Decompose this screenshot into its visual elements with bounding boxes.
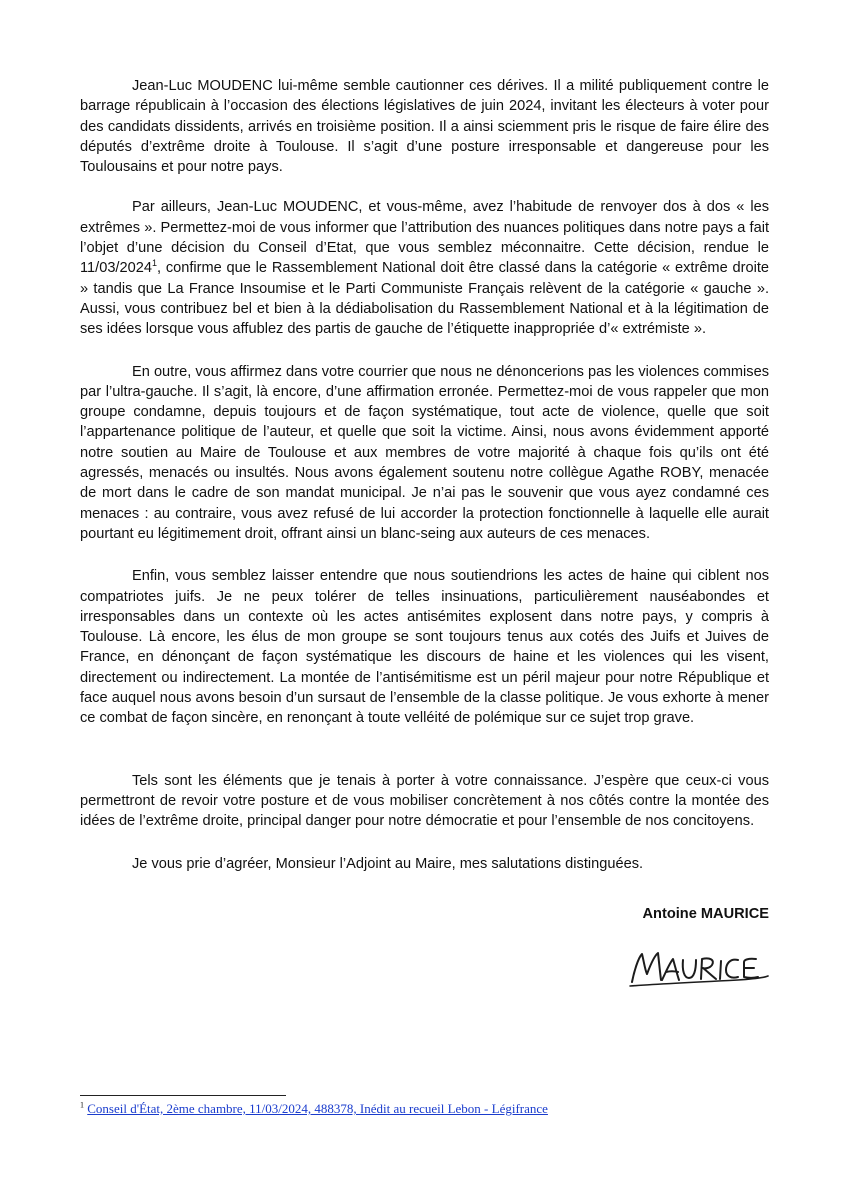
- closing-salutation: Je vous prie d’agréer, Monsieur l’Adjoint au Maire, mes salutations distinguées.: [132, 855, 644, 872]
- footnote-separator: [80, 1095, 286, 1096]
- footnote: [80, 1101, 548, 1117]
- paragraph-2-part-b: , confirme que le Rassemblement National doit être classé dans la catégorie « extrême droite » tandis que La France Insoumise et le Parti Communiste Français relèvent de la catégorie « gauche ». Aussi, vous contribuez bel et bien à la dédiabolisation du Rassemblement National et à la légitimation de ses idées lorsque vous affublez des partis de gauche de l’étiquette inappropriée d’« extrémiste ».: [80, 260, 769, 338]
- footnote-reference[interactable]: 1: [151, 258, 157, 269]
- letter-body: [80, 76, 769, 924]
- footnote-link[interactable]: Conseil d'État, 2ème chambre, 11/03/2024, 488378, Inédit au recueil Lebon - Légifrance: [87, 1101, 548, 1116]
- paragraph-4: Enfin, vous semblez laisser entendre que nous soutiendrions les actes de haine qui ciblent nos compatriotes juifs. Je ne peux tolérer de telles insinuations, particulièrement nauséabondes et irresponsables dans un contexte où les actes antisémites explosent dans notre pays, y compris à Toulouse. Là encore, les élus de mon groupe se sont toujours tenus aux cotés des Juifs et Juives de France, en dénonçant de façon systématique les discours de haine et les violences qui les visent, directement ou indirectement. La montée de l’antisémitisme est un péril majeur pour notre République et face auquel nous avons besoin d’un sursaut de l’ensemble de la classe politique. Je vous exhorte à mener ce combat de façon sincère, en renonçant à toute velléité de polémique sur ce sujet trop grave.: [80, 568, 769, 727]
- footnote-number: 1: [80, 1100, 84, 1110]
- signer-name: Antoine MAURICE: [642, 905, 769, 922]
- paragraph-1: Jean-Luc MOUDENC lui-même semble cautionner ces dérives. Il a milité publiquement contre le barrage républicain à l’occasion des élections législatives de juin 2024, invitant les électeurs à voter pour des candidats dissidents, arrivés en troisième position. Il a ainsi sciemment pris le risque de faire élire des députés d’extrême droite à Toulouse. Il s’agit d’une posture irresponsable et dangereuse pour les Toulousains et pour notre pays.: [80, 78, 769, 176]
- paragraph-3: En outre, vous affirmez dans votre courrier que nous ne dénoncerions pas les violences commises par l’ultra-gauche. Il s’agit, là encore, d’une affirmation erronée. Permettez-moi de vous rappeler que mon groupe condamne, depuis toujours et de façon systématique, tout acte de violence, quelle que soit l’appartenance politique de l’auteur, et quelle que soit la victime. Ainsi, nous avons évidemment apporté notre soutien au Maire de Toulouse et aux membres de votre majorité à chaque fois qu’ils ont été agressés, menacés ou insultés. Nous avons également soutenu notre collègue Agathe ROBY, menacée de mort dans le cadre de son mandat municipal. Je n’ai pas le souvenir que vous ayez condamné ces menaces : au contraire, vous avez refusé de lui accorder la protection fonctionnelle à laquelle elle aurait pourtant eu légitimement droit, offrant ainsi un blanc-seing aux auteurs de ces menaces.: [80, 363, 769, 542]
- paragraph-2: [80, 197, 769, 339]
- paragraph-2-part-a: Par ailleurs, Jean-Luc MOUDENC, et vous-même, avez l’habitude de renvoyer dos à dos « les extrêmes ». Permettez-moi de vous informer que l’attribution des nuances politiques dans notre pays a fait l’objet d’une décision du Conseil d’Etat, que vous semblez méconnaitre. Cette décision, rendue le 11/03/2024: [80, 199, 769, 277]
- paragraph-5: Tels sont les éléments que je tenais à porter à votre connaissance. J’espère que ceux-ci vous permettront de revoir votre posture et de vous mobiliser concrètement à nos côtés contre la montée des idées de l’extrême droite, principal danger pour notre démocratie et pour l’ensemble de nos concitoyens.: [80, 772, 769, 830]
- handwritten-signature: [628, 944, 773, 994]
